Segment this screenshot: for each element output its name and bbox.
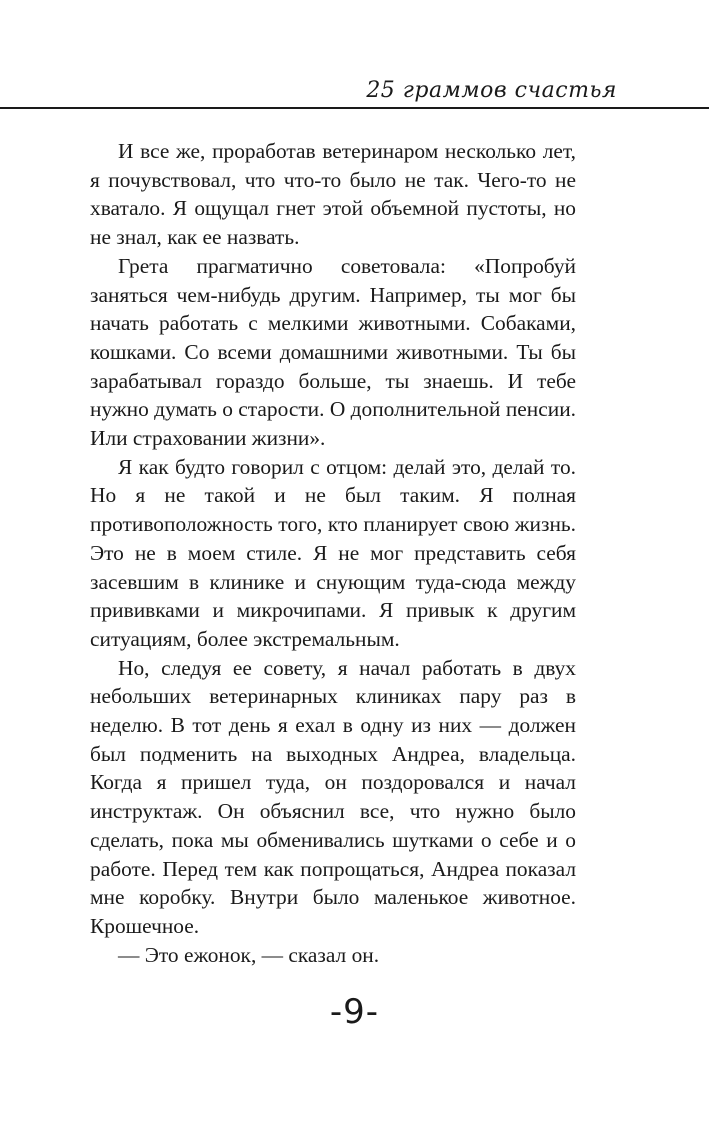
header-divider — [0, 107, 709, 109]
paragraph: И все же, проработав ветеринаром несколько лет, я почувствовал, что что-то было не так. Чего-то не хватало. Я ощущал гнет этой объемной пустоты, но не знал, как ее назвать. — [90, 139, 576, 250]
paragraph: Но, следуя ее совету, я начал работать в двух небольших ветеринарных клиниках пару раз в неделю. В тот день я ехал в одну из них — должен был подменить на выходных Андреа, владельца. Когда я пришел туда, он поздоровался и начал инструктаж. Он объяснил все, что нужно было сделать, пока мы обменивались шутками о себе и о работе. Перед тем как попрощаться, Андреа показал мне коробку. Внутри было маленькое животное. Крошечное. — [90, 655, 576, 938]
paragraph: Грета прагматично советовала: «Попробуй заняться чем-нибудь другим. Например, ты мог бы начать работать с мелкими животными. Собаками, кошками. Со всеми домашними животными. Ты бы зарабатывал гораздо больше, ты знаешь. И тебе нужно думать о старости. О дополнительной пенсии. Или страховании жизни». — [90, 253, 576, 451]
paragraph: Я как будто говорил с отцом: делай это, делай то. Но я не такой и не был таким. Я полная противоположность того, кто планирует свою жизнь. Это не в моем стиле. Я не мог представить себя засевшим в клинике и снующим туда-сюда между прививками и микрочипами. Я привык к другим ситуациям, более экстремальным. — [90, 454, 576, 651]
page-body-text — [90, 137, 576, 969]
running-header-title: 25 граммов счастья — [366, 78, 617, 103]
page-number: -9- — [329, 992, 380, 1032]
dialogue-line: — Это ежонок, — сказал он. — [118, 942, 380, 967]
